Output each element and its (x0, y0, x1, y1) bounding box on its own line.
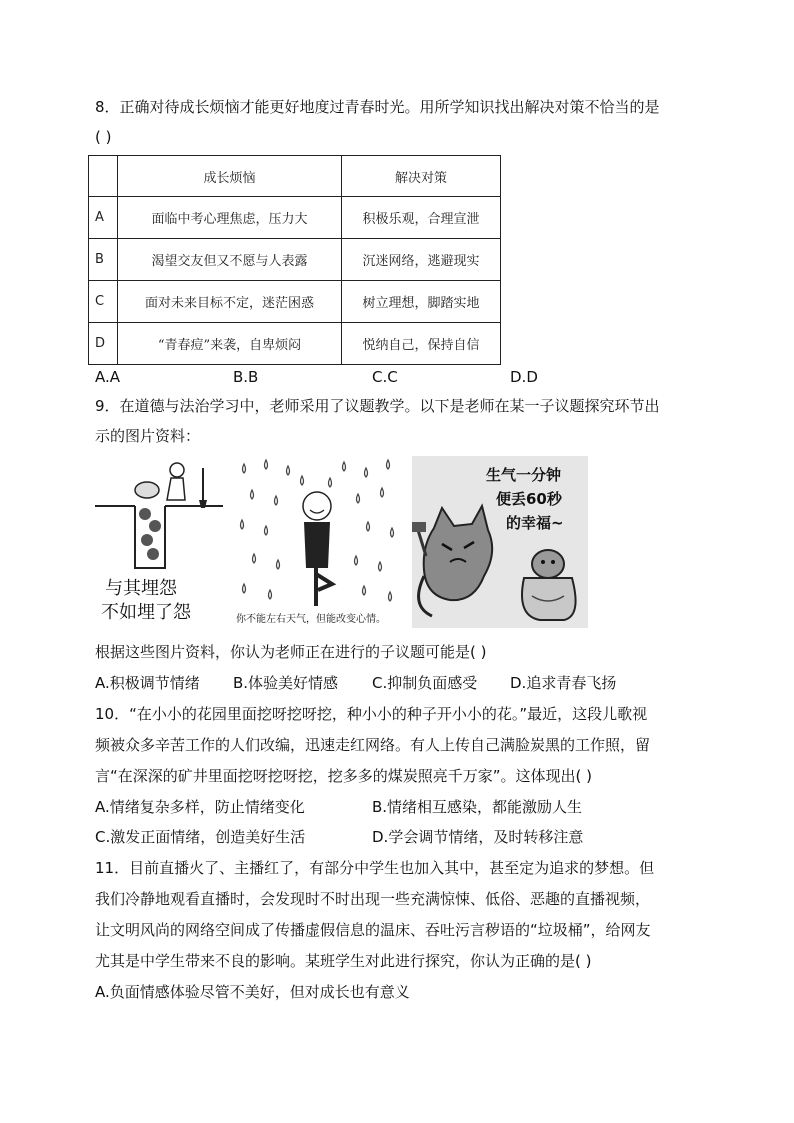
table-header-row (89, 156, 501, 197)
img3-caption-line2: 便丢60秒 (496, 490, 562, 508)
table-header-problem: 成长烦恼 (118, 156, 342, 197)
q9-question: 根据这些图片资料，你认为老师正在进行的子议题可能是( ) (95, 643, 487, 661)
q10-option-b[interactable]: B.情绪相互感染，都能激励人生 (372, 798, 583, 816)
row-solution: 悦纳自己，保持自信 (342, 323, 501, 365)
row-key: B (89, 239, 118, 281)
img3-caption-line1: 生气一分钟 (486, 466, 562, 484)
picture-bury-complaints (95, 456, 223, 628)
img3-caption-line3: 的幸福~ (506, 514, 564, 532)
q8-table (88, 155, 501, 365)
table-row (89, 281, 501, 323)
q11-stem-line4: 尤其是中学生带来不良的影响。某班学生对此进行探究，你认为正确的是( ) (95, 952, 592, 970)
q8-stem-line2: ( ) (95, 128, 112, 146)
q11-stem-line2: 我们冷静地观看直播时，会发现时不时出现一些充满惊悚、低俗、恶趣的直播视频， (95, 890, 651, 908)
q8-stem-line1: 8．正确对待成长烦恼才能更好地度过青春时光。用所学知识找出解决对策不恰当的是 (95, 98, 660, 116)
q10-option-a[interactable]: A.情绪复杂多样，防止情绪变化 (95, 798, 305, 816)
row-solution: 积极乐观，合理宣泄 (342, 197, 501, 239)
q10-stem-line2: 频被众多辛苦工作的人们改编，迅速走红网络。有人上传自己满脸炭黑的工作照，留 (95, 736, 651, 754)
q10-option-c[interactable]: C.激发正面情绪，创造美好生活 (95, 828, 306, 846)
row-problem: “青春痘”来袭，自卑烦闷 (118, 323, 342, 365)
img1-caption-line1: 与其埋怨 (105, 578, 177, 599)
q8-option-a[interactable]: A.A (95, 368, 121, 386)
img1-caption-line2: 不如埋了怨 (101, 602, 191, 623)
table-row (89, 323, 501, 365)
row-problem: 面对未来目标不定，迷茫困惑 (118, 281, 342, 323)
q10-stem-line3: 言“在深深的矿井里面挖呀挖呀挖，挖多多的煤炭照亮千万家”。这体现出( ) (95, 767, 593, 785)
img2-caption: 你不能左右天气，但能改变心情。 (236, 614, 386, 625)
row-key: C (89, 281, 118, 323)
q11-stem-line1: 11．目前直播火了、主播红了，有部分中学生也加入其中，甚至定为追求的梦想。但 (95, 859, 655, 877)
table-header-solution: 解决对策 (342, 156, 501, 197)
picture-angry-cat (412, 456, 588, 628)
q9-option-c[interactable]: C.抑制负面感受 (372, 674, 478, 692)
row-key: A (89, 197, 118, 239)
picture-rain-meditation (232, 456, 402, 628)
q11-stem-line3: 让文明风尚的网络空间成了传播虚假信息的温床、吞吐污言秽语的“垃圾桶”，给网友 (95, 921, 651, 939)
q10-option-d[interactable]: D.学会调节情绪，及时转移注意 (372, 828, 584, 846)
table-row (89, 239, 501, 281)
row-solution: 沉迷网络，逃避现实 (342, 239, 501, 281)
table-row (89, 197, 501, 239)
q8-option-b[interactable]: B.B (233, 368, 259, 386)
row-key: D (89, 323, 118, 365)
row-problem: 面临中考心理焦虑，压力大 (118, 197, 342, 239)
q9-option-d[interactable]: D.追求青春飞扬 (510, 674, 617, 692)
q9-option-a[interactable]: A.积极调节情绪 (95, 674, 200, 692)
q10-stem-line1: 10．“在小小的花园里面挖呀挖呀挖，种小小的种子开小小的花。”最近，这段儿歌视 (95, 705, 648, 723)
q9-option-b[interactable]: B.体验美好情感 (233, 674, 339, 692)
q8-option-c[interactable]: C.C (372, 368, 398, 386)
row-solution: 树立理想，脚踏实地 (342, 281, 501, 323)
q9-stem-line1: 9．在道德与法治学习中，老师采用了议题教学。以下是老师在某一子议题探究环节出 (95, 397, 660, 415)
row-problem: 渴望交友但又不愿与人表露 (118, 239, 342, 281)
q11-option-a[interactable]: A.负面情感体验尽管不美好，但对成长也有意义 (95, 983, 410, 1001)
q8-option-d[interactable]: D.D (510, 368, 538, 386)
table-header-key (89, 156, 118, 197)
q9-stem-line2: 示的图片资料： (95, 427, 201, 445)
